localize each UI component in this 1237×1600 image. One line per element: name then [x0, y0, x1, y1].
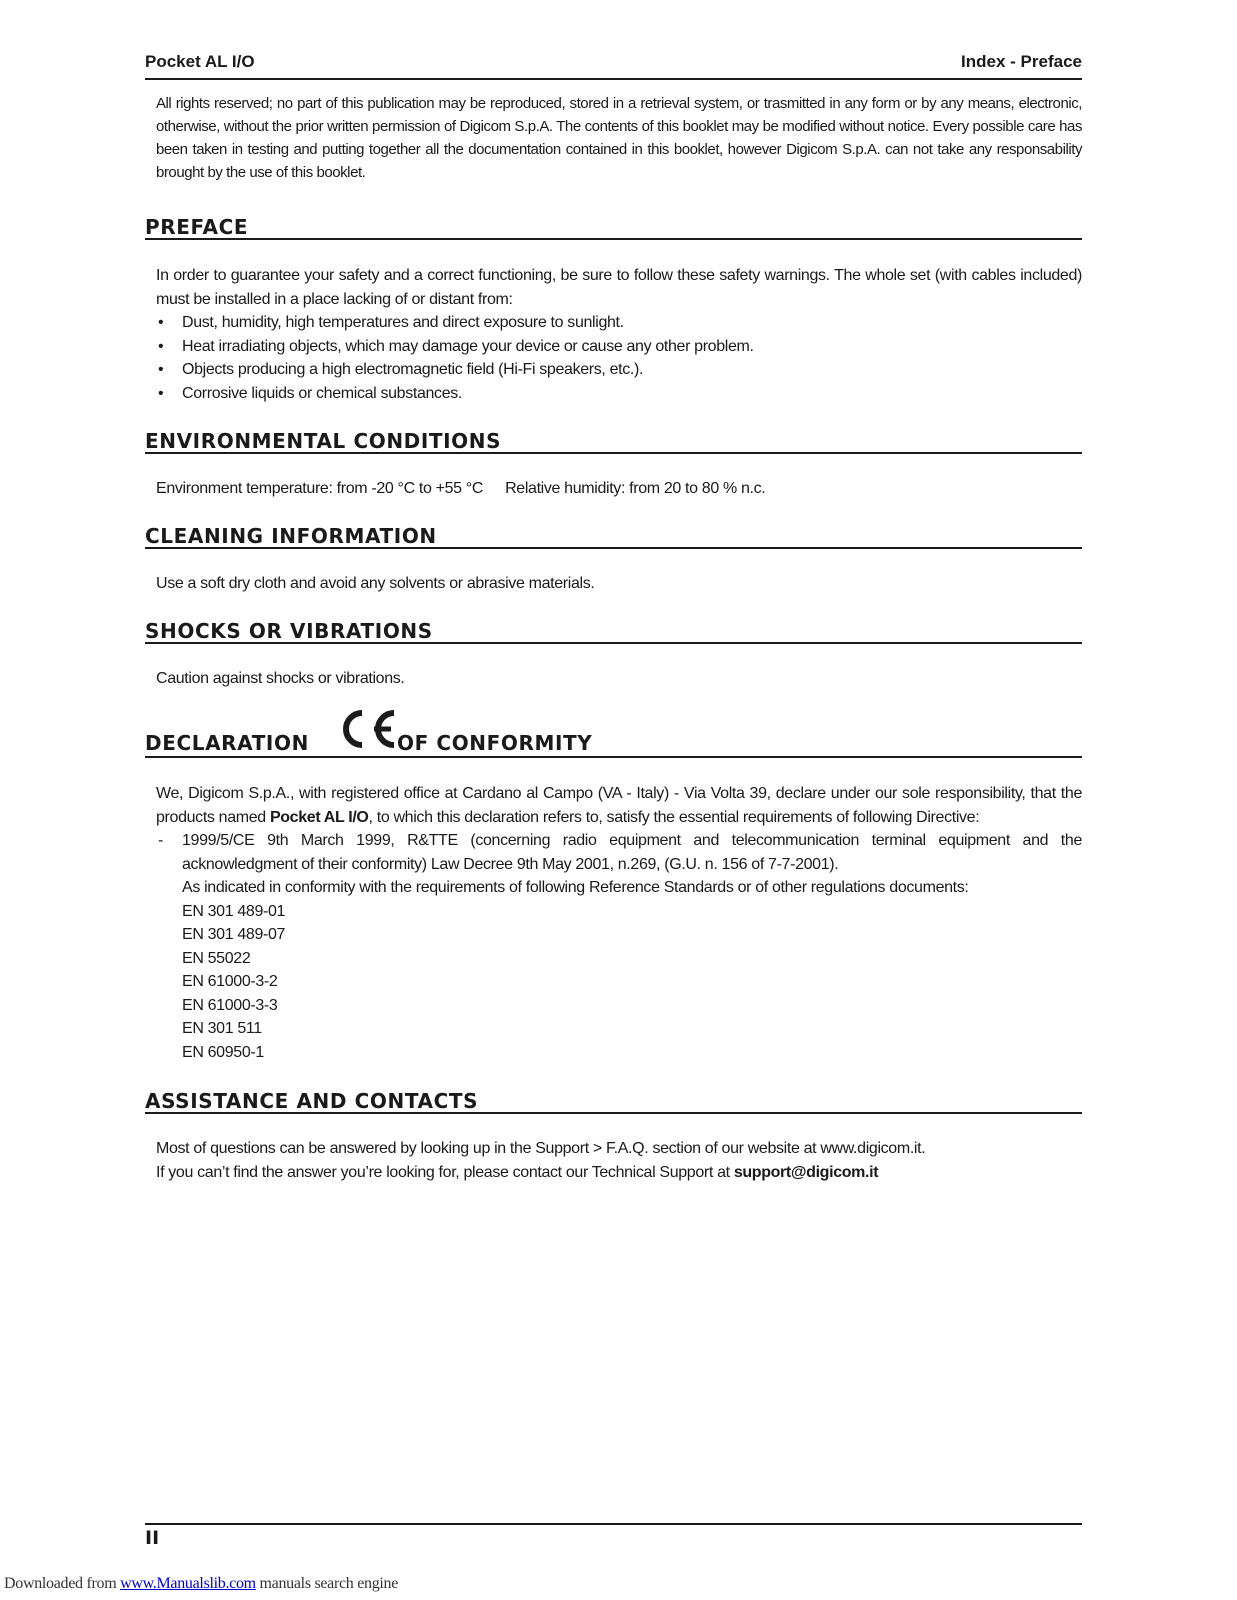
shocks-text: Caution against shocks or vibrations. — [156, 670, 405, 687]
list-item: • Dust, humidity, high temperatures and direct exposure to sunlight. — [156, 311, 1082, 335]
list-item: EN 55022 — [182, 949, 251, 967]
list-item: • Corrosive liquids or chemical substances. — [156, 382, 1082, 406]
assistance-text: Most of questions can be answered by looking up in the Support > F.A.Q. section of our website at www.digicom.it. — [156, 1140, 926, 1157]
running-header — [145, 50, 1082, 80]
footer-rule — [145, 1523, 1082, 1525]
environmental-text — [156, 477, 1082, 501]
declaration-title-end: OF CONFORMITY — [397, 731, 593, 755]
header-section-name: Index - Preface — [961, 52, 1082, 71]
standards-intro: As indicated in conformity with the requirements of following Reference Standards or of other regulations documents: — [182, 879, 969, 896]
list-item: • Objects producing a high electromagnetic field (Hi-Fi speakers, etc.). — [156, 358, 1082, 382]
declaration-text-start: We, Digicom S.p.A., with registered office at Cardano al Campo (VA - Italy) - Via Volta 39, declare under our sole responsibility, that the products named — [156, 785, 1082, 826]
support-contact — [156, 1161, 1082, 1185]
directive-item — [156, 829, 1082, 1064]
list-item: EN 60950-1 — [182, 1043, 264, 1061]
directive-text: 1999/5/CE 9th March 1999, R&TTE (concerning radio equipment and telecommunication terminal equipment and the acknowledgment of their conformity) Law Decree 9th May 2001, n.269, (G.U. n. 156 of 7-7-2001). — [182, 832, 1082, 873]
standards-list — [182, 900, 1082, 1065]
list-item: EN 61000-3-2 — [182, 973, 278, 990]
download-suffix: manuals search engine — [255, 1575, 399, 1592]
product-name: Pocket AL I/O — [269, 808, 369, 826]
list-item: EN 61000-3-3 — [182, 996, 278, 1014]
preface-section — [156, 264, 1082, 405]
declaration-text-end: , to which this declaration refers to, satisfy the essential requirements of following Directive: — [368, 808, 980, 826]
preface-bullet-list — [156, 311, 1082, 405]
declaration-title-start: DECLARATION — [145, 731, 309, 755]
shocks-heading: SHOCKS OR VIBRATIONS — [145, 620, 1082, 644]
environmental-heading: ENVIRONMENTAL CONDITIONS — [145, 430, 1082, 454]
cleaning-heading: CLEANING INFORMATION — [145, 525, 1082, 549]
temperature-range: Environment temperature: from -20 °C to +55 °C — [156, 480, 484, 497]
declaration-section — [156, 782, 1082, 1064]
list-item: • Heat irradiating objects, which may damage your device or cause any other problem. — [156, 335, 1082, 359]
list-item: EN 301 489-01 — [182, 902, 286, 920]
list-item: EN 301 489-07 — [182, 926, 286, 943]
download-prefix: Downloaded from — [4, 1575, 121, 1592]
manualslib-link[interactable]: www.Manualslib.com — [120, 1575, 256, 1592]
preface-heading: PREFACE — [145, 216, 1082, 240]
declaration-text — [156, 782, 1082, 829]
assistance-section — [156, 1137, 1082, 1184]
page-number: II — [145, 1527, 160, 1549]
assistance-heading: ASSISTANCE AND CONTACTS — [145, 1090, 1082, 1114]
copyright-notice: All rights reserved; no part of this publication may be reproduced, stored in a retrieval system, or trasmitted in any form or by any means, electronic, otherwise, without the prior written permission of Digicom S.p.A. The contents of this booklet may be modified without notice. Every possible care has been taken in testing and putting together all the documentation contained in this booklet, however Digicom S.p.A. can not take any responsability brought by the use of this booklet. — [156, 95, 1082, 181]
support-email: support@digicom.it — [733, 1163, 879, 1181]
declaration-heading — [145, 710, 1082, 758]
list-item: EN 301 511 — [182, 1020, 262, 1037]
humidity-range: Relative humidity: from 20 to 80 % n.c. — [505, 480, 766, 497]
support-text: If you can’t find the answer you’re looking for, please contact our Technical Support at — [156, 1163, 734, 1181]
header-product-name: Pocket AL I/O — [145, 52, 255, 71]
download-footer — [4, 1575, 398, 1593]
ce-mark-icon — [336, 707, 398, 755]
cleaning-text: Use a soft dry cloth and avoid any solvents or abrasive materials. — [156, 575, 595, 592]
dash-marker: - — [158, 832, 163, 849]
preface-text: In order to guarantee your safety and a correct functioning, be sure to follow these safety warnings. The whole set (with cables included) must be installed in a place lacking of or distant from: — [156, 267, 1082, 308]
